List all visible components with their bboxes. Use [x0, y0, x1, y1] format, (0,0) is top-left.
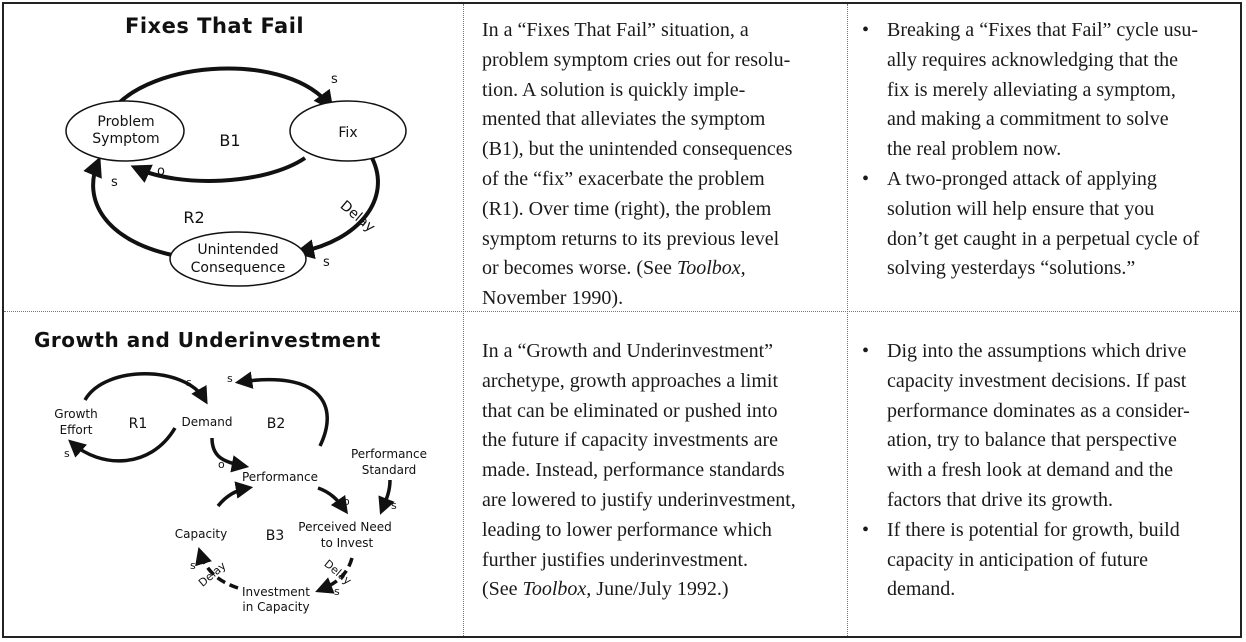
fixes-that-fail-diagram [0, 0, 460, 310]
unintended-label-line1: Unintended [197, 242, 279, 258]
growth-underinvestment-description: In a “Growth and Underinvestment” archetype, growth approaches a limit that can be eliminated or pushed into the future if capacity investments are made. Instead, performance standards are lowered to justify underinvestment, leading to lower performance which further justifies underinvestment. (See Toolbox, June/July 1992.) [482, 340, 796, 601]
polarity-o-1: o [218, 458, 225, 471]
guideline-item: • Dig into the assumptions which drive capacity investment decisions. If past performance dominates as a consider- ation, try to balance that perspective with a fresh look at demand and the factors that drive its growth. [860, 337, 1190, 516]
performance-label: Performance [241, 470, 319, 484]
demand-label: Demand [181, 415, 233, 429]
growth-underinvestment-title: Growth and Underinvestment [34, 328, 381, 352]
fix-label: Fix [338, 125, 358, 141]
column-divider-2 [847, 4, 848, 636]
polarity-s-5: s [190, 559, 196, 572]
polarity-s-3: s [64, 447, 70, 460]
arrow-capacity-to-performance [218, 488, 248, 506]
polarity-o-inner: o [157, 164, 165, 179]
investment-line2: in Capacity [242, 600, 310, 614]
problem-label-line1: Problem [97, 114, 155, 130]
loop-b1-label: B1 [219, 131, 241, 150]
polarity-s-2: s [227, 372, 233, 385]
polarity-s-6: s [334, 585, 340, 598]
polarity-s-top: s [331, 72, 338, 87]
investment-line1: Investment [242, 585, 310, 599]
capacity-label: Capacity [174, 527, 228, 541]
delay-label-b: Delay [321, 557, 354, 588]
performance-standard-line2: Standard [361, 463, 417, 477]
performance-standard-line1: Performance [350, 447, 428, 461]
polarity-o-2: o [343, 495, 350, 508]
arrow-fix-to-consequence [300, 158, 378, 252]
unintended-label-line2: Consequence [190, 260, 286, 276]
arrow-standard-to-need [382, 480, 390, 510]
growth-effort-line1: Growth [54, 407, 98, 421]
fixes-that-fail-guidelines [860, 16, 1199, 284]
delay-label: Delay [336, 197, 378, 236]
guideline-item: • A two-pronged attack of applying solution will help ensure that you don’t get caught in a perpetual cycle of solving yesterdays “solutions.” [860, 165, 1199, 284]
loop-b2-label: B2 [266, 416, 286, 432]
loop-r1-label: R1 [128, 416, 148, 432]
polarity-s-bottom: s [323, 255, 330, 270]
polarity-s-left: s [111, 175, 118, 190]
polarity-s-4: s [391, 499, 397, 512]
fixes-that-fail-description: In a “Fixes That Fail” situation, a problem symptom cries out for resolu- tion. A solution is quickly imple- mented that alleviates the symptom (B1), but the unintended consequences of the “fix” exacerbate the problem (R1). Over time (right), the problem symptom returns to its previous level or becomes worse. (See Toolbox, November 1990). [482, 19, 793, 310]
polarity-s-1: s [186, 376, 192, 389]
loop-b3-label: B3 [265, 528, 285, 544]
guideline-item: • Breaking a “Fixes that Fail” cycle usu- ally requires acknowledging that the fix is merely alleviating a symptom, and making a commitment to solve the real problem now. [860, 16, 1199, 165]
growth-underinvestment-diagram [0, 310, 460, 640]
perceived-need-line2: to Invest [320, 536, 374, 550]
arrow-demand-to-performance [212, 438, 244, 466]
loop-r2-label: R2 [183, 208, 205, 227]
fixes-that-fail-title: Fixes That Fail [125, 14, 305, 38]
delay-label-a: Delay [196, 559, 229, 590]
arrow-performance-to-need [318, 488, 345, 510]
column-divider-1 [463, 4, 464, 636]
growth-effort-line2: Effort [59, 423, 93, 437]
perceived-need-line1: Perceived Need [298, 520, 392, 534]
guideline-item: • If there is potential for growth, build capacity in anticipation of future demand. [860, 516, 1190, 605]
problem-label-line2: Symptom [92, 131, 160, 147]
arrow-performance-to-demand [240, 380, 327, 446]
unintended-consequence-node [170, 232, 306, 286]
growth-underinvestment-guidelines [860, 337, 1190, 605]
